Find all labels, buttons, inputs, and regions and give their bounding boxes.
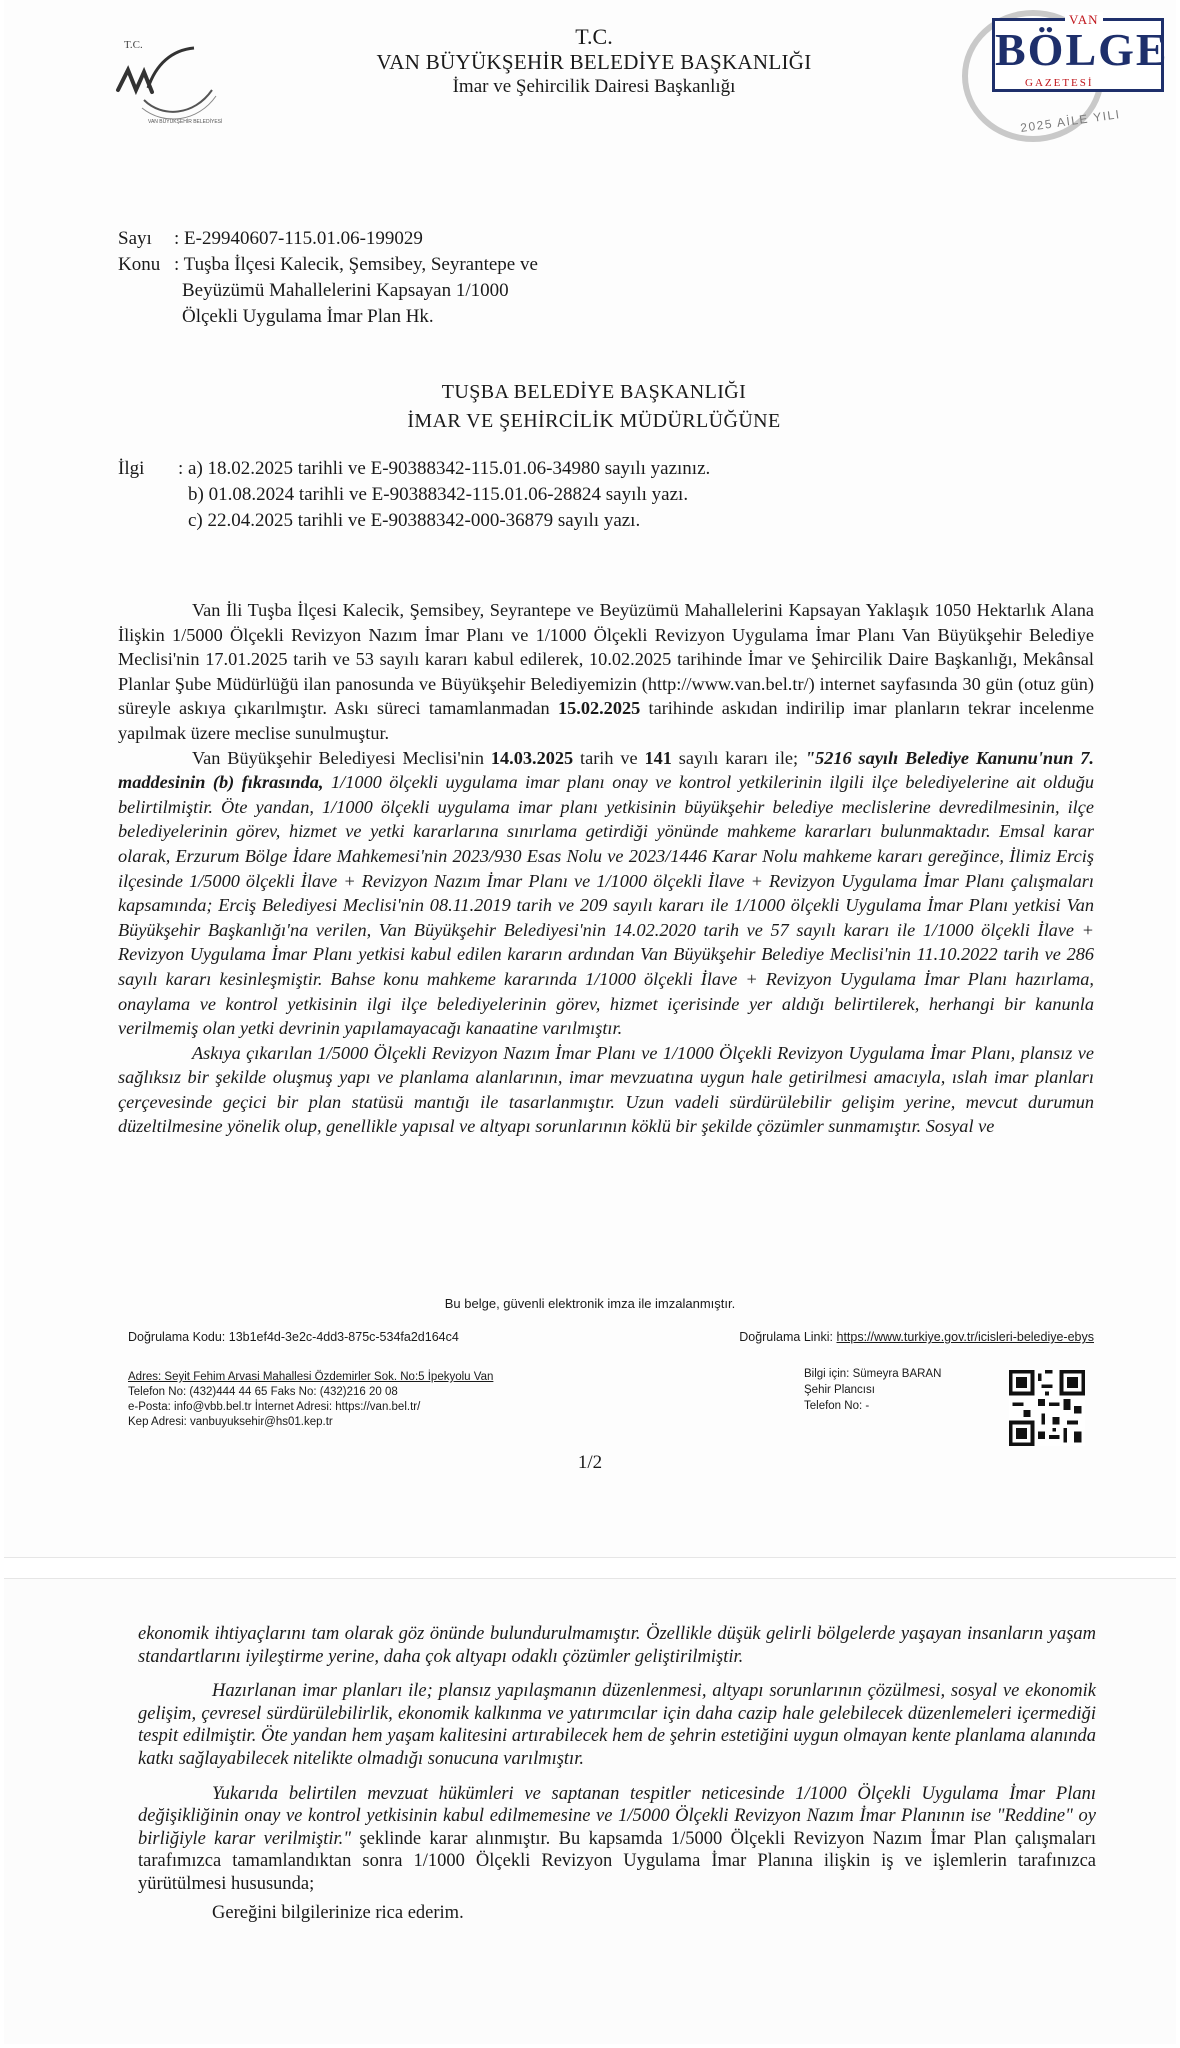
references-label: İlgi bbox=[118, 458, 145, 479]
document-meta bbox=[118, 226, 614, 330]
page-number: 1/2 bbox=[577, 1452, 603, 1473]
newspaper-watermark-logo bbox=[992, 12, 1169, 92]
body-paragraph-6 bbox=[138, 1783, 1096, 1896]
letterhead-institution: VAN BÜYÜKŞEHİR BELEDİYE BAŞKANLIĞI bbox=[376, 50, 812, 75]
letterhead-department: İmar ve Şehircilik Dairesi Başkanlığı bbox=[452, 75, 736, 97]
konu-label: Konu bbox=[118, 254, 161, 275]
body-paragraph-4: ekonomik ihtiyaçlarını tam olarak göz önünde bulundurulmamıştır. Özellikle düşük gelirli bölgelerde yaşayan insanların yaşam standartlarını iyileştirme yerine, daha çok altyapı odaklı çözümler geliştirilmiştir. bbox=[138, 1624, 1096, 1667]
closing-line: Gereğini bilgilerinize rica ederim. bbox=[212, 1902, 464, 1923]
letter-body-page-2 bbox=[138, 1623, 1096, 1936]
logo-tc-text: T.C. bbox=[124, 39, 143, 51]
bold-date: 14.03.2025 bbox=[490, 747, 574, 768]
body-paragraph-1 bbox=[118, 598, 1094, 746]
qr-code-icon bbox=[1008, 1370, 1086, 1446]
letterhead bbox=[334, 24, 854, 98]
footer-info bbox=[804, 1366, 941, 1414]
body-paragraph-2 bbox=[118, 746, 1094, 1041]
paragraph-text: Van Büyükşehir Belediyesi Meclisi'nin bbox=[192, 747, 484, 768]
verification-link-label: Doğrulama Linki: bbox=[739, 1330, 834, 1344]
body-paragraph-3: Askıya çıkarılan 1/5000 Ölçekli Revizyon Nazım İmar Planı ve 1/1000 Ölçekli Revizyon Uygulama İmar Planı, plansız ve sağlıksız bir şekilde oluşmuş yapı ve planlama alanlarının, imar mevzuatına uygun hale getirilmesi amacıyla, ıslah imar planları çerçevesinde geçici bir plan statüsü mantığı ile tasarlanmıştır. Uzun vadeli sürdürülebilir gelişim yerine, mevcut durumun düzeltilmesine yönelik olup, genellikle yapısal ve altyapı sorunlarının köklü bir şekilde çözümler sunmamıştır. Sosyal ve bbox=[118, 1042, 1094, 1137]
quoted-decision-text: 1/1000 ölçekli uygulama imar planı onay ve kontrol yetkilerinin ilgili ilçe belediyelerine ait olduğu belirtilmiştir. Öte yandan, 1/1000 ölçekli uygulama imar planı yetkisinin büyükşehir belediye meclislerine devredilmesinin, ilçe belediyelerinin görev, hizmet ve yetki kararlarına sınırlama getirdiği yönünde mahkeme kararları bulunmaktadır. Emsal karar olarak, Erzurum Bölge İdare Mahkemesi'nin 2023/930 Esas Nolu ve 2023/1446 Karar Nolu mahkeme kararı gereğince, İlimiz Erciş ilçesinde 1/5000 ölçekli İlave + Revizyon Nazım İmar Planı ve 1/1000 ölçekli İlave + Revizyon Uygulama İmar Planı çalışmaları kapsamında; Erciş Belediyesi Meclisi'nin 08.11.2019 tarih ve 209 sayılı kararı ile 1/1000 ölçekli Uygulama İmar Planı yetkisi Van Büyükşehir Başkanlığı'na verilen, Van Büyükşehir Belediyesi'nin 14.02.2020 tarih ve 57 sayılı kararı ile 1/1000 ölçekli İlave + Revizyon Uygulama İmar Planı yetkisi kabul edilen kararın ardından Van Büyükşehir Belediye Meclisi'nin 11.10.2022 tarih ve 286 sayılı kararı kesinleşmiştir. Bahse konu mahkeme kararında 1/1000 ölçekli İlave + Revizyon Uygulama İmar Planı hazırlama, onaylama ve kontrol yetkisinin ilgi ilçe belediyelerinin görev, hizmet içerisinde yer aldığı belirtilerek, herhangi bir kanunla verilmemiş olan yetki devrinin yapılamayacağı kanaatine varılmıştır. bbox=[118, 772, 1094, 1039]
recipient-line-2: İMAR VE ŞEHİRCİLİK MÜDÜRLÜĞÜNE bbox=[407, 410, 781, 432]
document-page-1 bbox=[4, 0, 1176, 1558]
footer-email: e-Posta: info@vbb.bel.tr İnternet Adresi: https://van.bel.tr/ bbox=[128, 1401, 421, 1413]
letterhead-republic: T.C. bbox=[575, 24, 613, 49]
footer-address: Adres: Seyit Fehim Arvasi Mahallesi Özdemirler Sok. No:5 İpekyolu Van bbox=[128, 1371, 494, 1383]
quoted-decision-text: Yukarıda belirtilen mevzuat hükümleri ve saptanan tespitler neticesinde 1/1000 Ölçekli Uygulama İmar Planı değişikliğinin onay ve kontrol yetkisinin kabul edilmemesine ve 1/5000 Ölçekli Revizyon Nazım İmar Planının ise "Reddine" oy birliğiyle karar verilmiştir." bbox=[138, 1783, 1096, 1849]
bold-number: 141 bbox=[644, 747, 672, 768]
reference-item: b) 01.08.2024 tarihli ve E-90388342-115.01.06-28824 sayılı yazı. bbox=[188, 484, 689, 505]
sayi-value: : E-29940607-115.01.06-199029 bbox=[174, 228, 423, 249]
references-block bbox=[118, 456, 710, 534]
info-contact: Bilgi için: Sümeyra BARAN bbox=[804, 1368, 942, 1380]
municipality-logo-icon bbox=[114, 30, 224, 125]
info-title: Şehir Plancısı bbox=[804, 1384, 875, 1396]
e-signature-note: Bu belge, güvenli elektronik imza ile imzalanmıştır. bbox=[444, 1296, 736, 1311]
paragraph-text: tarih ve bbox=[580, 747, 638, 768]
seal-year-text: 2025 AİLE YILI bbox=[1019, 107, 1122, 135]
recipient-line-1: TUŞBA BELEDİYE BAŞKANLIĞI bbox=[441, 381, 747, 403]
sayi-label: Sayı bbox=[118, 228, 152, 249]
watermark-main-text: BÖLGE bbox=[995, 24, 1169, 75]
verification-link[interactable]: https://www.turkiye.gov.tr/icisleri-belediye-ebys bbox=[836, 1330, 1094, 1344]
footer-phone: Telefon No: (432)444 44 65 Faks No: (432)216 20 08 bbox=[128, 1386, 398, 1398]
footer-kep: Kep Adresi: vanbuyuksehir@hs01.kep.tr bbox=[128, 1416, 333, 1428]
logo-ring-text: VAN BÜYÜKŞEHİR BELEDİYESİ bbox=[148, 119, 223, 125]
verification-code: Doğrulama Kodu: 13b1ef4d-3e2c-4dd3-875c-534fa2d164c4 bbox=[128, 1330, 459, 1344]
reference-item: c) 22.04.2025 tarihli ve E-90388342-000-36879 sayılı yazı. bbox=[188, 510, 641, 531]
letter-body-page-1 bbox=[118, 598, 1094, 1139]
document-page-2 bbox=[4, 1578, 1176, 2044]
paragraph-text: sayılı kararı ile; bbox=[678, 747, 799, 768]
body-paragraph-5: Hazırlanan imar planları ile; plansız yapılaşmanın düzenlenmesi, altyapı sorunlarının çözülmesi, sosyal ve ekonomik gelişim, çevresel sürdürülebilirlik, ekonomik kalkınma ve yatırımcılar için daha cazip hale gelebilecek düzenlemeleri içermediği tespit edilmiştir. Öte yandan hem yaşam kalitesini artırabilecek hem de şehrin estetiğini uygun olmayan kente planlama alanında katkı sağlayabilecek nitelikte olmadığı sonucuna varılmıştır. bbox=[138, 1681, 1096, 1769]
law-reference: "5216 sayılı Belediye Kanunu'nun 7. maddesinin (b) fıkrasında, bbox=[118, 747, 1095, 793]
paragraph-text: tarihinde askıdan indirilip imar planların tekrar incelenme yapılmak üzere meclise sunulmuştur. bbox=[118, 698, 1094, 743]
reference-item: : a) 18.02.2025 tarihli ve E-90388342-115.01.06-34980 sayılı yazınız. bbox=[178, 458, 711, 479]
family-year-seal bbox=[962, 10, 1169, 142]
info-phone: Telefon No: - bbox=[804, 1400, 870, 1412]
verification-row bbox=[128, 1330, 1094, 1344]
footer-contact bbox=[128, 1370, 493, 1430]
konu-line: Beyüzümü Mahallelerini Kapsayan 1/1000 bbox=[182, 280, 509, 301]
paragraph-text: Van İli Tuşba İlçesi Kalecik, Şemsibey, Seyrantepe ve Beyüzümü Mahallelerini Kapsayan Yaklaşık 1050 Hektarlık Alana İlişkin 1/5000 Ölçekli Revizyon Nazım İmar Planı ve 1/1000 Ölçekli Revizyon Uygulama İmar Planı Van Büyükşehir Belediye Meclisi'nin 17.01.2025 tarih ve 53 sayılı kararı kabul edilerek, 10.02.2025 tarihinde İmar ve Şehircilik Daire Başkanlığı, Mekânsal Planlar Şube Müdürlüğü ilan panosunda ve Büyükşehir Belediyemizin (http://www.van.bel.tr/) internet sayfasında 30 gün (otuz gün) süreyle askıya çıkarılmıştır. Askı süreci tamamlanmadan bbox=[118, 600, 1094, 719]
konu-line: : Tuşba İlçesi Kalecik, Şemsibey, Seyrantepe ve bbox=[174, 254, 538, 275]
recipient-block bbox=[334, 378, 854, 436]
watermark-sub-text: GAZETESİ bbox=[1025, 77, 1094, 89]
konu-line: Ölçekli Uygulama İmar Plan Hk. bbox=[182, 306, 434, 327]
bold-date: 15.02.2025 bbox=[557, 698, 641, 719]
watermark-top-text: VAN bbox=[1065, 12, 1103, 28]
paragraph-text: şeklinde karar alınmıştır. Bu kapsamda 1/5000 Ölçekli Revizyon Nazım İmar Plan çalışmaları tarafımızca tamamlandıktan sonra 1/1000 Ölçekli Revizyon Uygulama İmar Planına ilişkin iş ve işlemlerin tarafınızca yürütülmesi hususunda; bbox=[138, 1828, 1097, 1894]
